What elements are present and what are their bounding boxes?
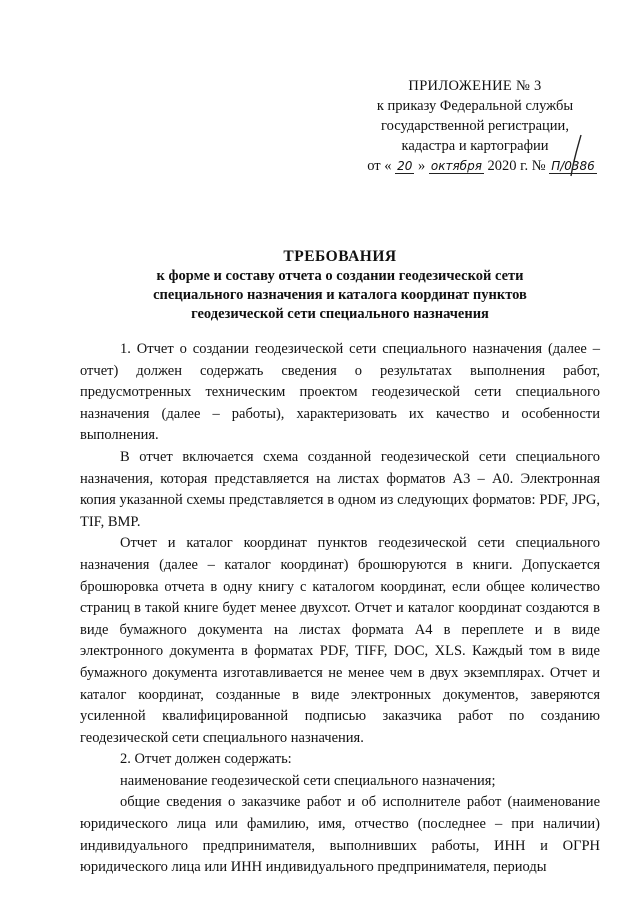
date-year: 2020 г. № xyxy=(487,158,546,174)
paragraph-6: общие сведения о заказчике работ и об исполнителе работ (наименование юридического лица или фамилию, имя, отчество (последнее – при наличии) индивидуального предпринимателя, выполнивших работы, ИНН и ОГРН юридического лица или ИНН индивидуального предпринимателя, периоды xyxy=(80,794,600,876)
appendix-line-2: государственной регистрации, xyxy=(381,118,569,134)
appendix-line-1: к приказу Федеральной службы xyxy=(376,98,574,114)
paragraph-4: 2. Отчет должен содержать: xyxy=(120,751,292,768)
document-heading xyxy=(80,247,600,324)
paragraph-1: 1. Отчет о создании геодезической сети специального назначения (далее – отчет) должен содержать сведения о результатах выполнения работ, предусмотренных техническим проектом геодезической сети специального назначения (далее – работы), характеризовать их качество и особенности выполнения. xyxy=(80,341,600,444)
paragraph-3: Отчет и каталог координат пунктов геодезической сети специального назначения (далее – каталог координат) брошюруются в книги. Допускается брошюровка отчета в одну книгу с каталогом координат, если общее количество страниц в такой книге будет менее двухсот. Отчет и каталог координат создаются в виде бумажного документа на листах формата А4 в переплете и в виде электронного документа в форматах PDF, TIFF, DOC, XLS. Каждый том в виде бумажного документа изготавливается не менее чем в двух экземплярах. Отчет и каталог координат, созданные в виде электронных документов, заверяются усиленной квалифицированной подписью заказчика работ по созданию геодезической сети специального назначения. xyxy=(80,535,600,746)
date-day: 20 xyxy=(397,159,413,173)
heading-line-1: к форме и составу отчета о создании геодезической сети xyxy=(156,268,524,284)
date-prefix: от « xyxy=(367,158,392,174)
heading-line-3: геодезической сети специального назначения xyxy=(191,306,489,322)
order-number: П/0386 xyxy=(551,159,595,173)
heading-line-2: специального назначения и каталога координат пунктов xyxy=(153,287,527,303)
paragraph-5: наименование геодезической сети специального назначения; xyxy=(120,772,496,789)
heading-title: ТРЕБОВАНИЯ xyxy=(283,248,397,265)
appendix-line-3: кадастра и картографии xyxy=(401,138,549,154)
signature-mark xyxy=(568,134,584,178)
document-body xyxy=(80,339,600,879)
date-mid: » xyxy=(418,158,426,174)
appendix-title: ПРИЛОЖЕНИЕ № 3 xyxy=(408,78,542,94)
date-month: октября xyxy=(430,159,482,173)
paragraph-2: В отчет включается схема созданной геодезической сети специального назначения, которая представляется на листах форматов А3 – А0. Электронная копия указанной схемы представляется в одном из следующих форматов: PDF, JPG, TIF, BMP. xyxy=(80,448,600,530)
